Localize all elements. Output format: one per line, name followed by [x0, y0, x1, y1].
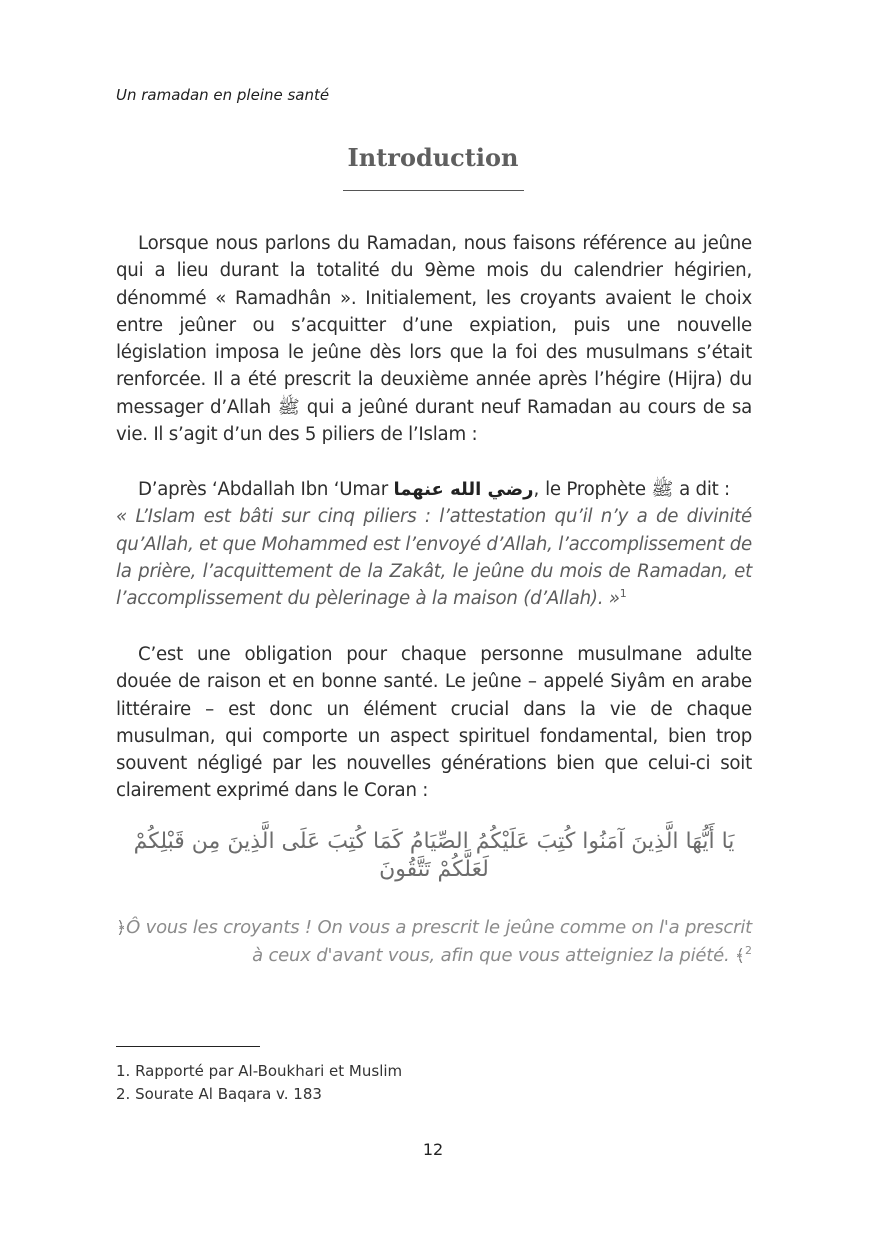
- hadith-after: , le Prophète ﷺ a dit :: [533, 479, 730, 500]
- hadith-arabic-invocation: رضي الله عنهما: [393, 479, 534, 500]
- paragraph-intro-text: Lorsque nous parlons du Ramadan, nous faisons référence au jeûne qui a lieu durant la totalité du 9ème mois du calendrier hégirien, dénommé « Ramadhân ». Initialement, les croyants avaient le choix entre jeûner ou s’acquitter d’une expiation, puis une nouvelle législation imposa le jeûne dès lors que la foi des musulmans s’était renforcée. Il a été prescrit la deuxième année après l’hégire (Hijra) du messager d’Allah ﷺ qui a jeûné durant neuf Ramadan au cours de sa vie. Il s’agit d’un des 5 piliers de l’Islam :: [116, 233, 752, 446]
- page-number: 12: [422, 1140, 444, 1159]
- footnote-2: 2. Sourate Al Baqara v. 183: [116, 1085, 322, 1103]
- hadith-quote: [116, 503, 752, 612]
- paragraph-obligation-text: C’est une obligation pour chaque personne musulmane adulte douée de raison et en bonne santé. Le jeûne – appelé Siyâm en arabe littéraire – est donc un élément crucial dans la vie de chaque musulman, qui comporte un aspect spirituel fondamental, bien trop souvent négligé par les nouvelles générations bien que celui-ci soit clairement exprimé dans le Coran :: [116, 644, 752, 802]
- hadith-lead: D’après ‘Abdallah Ibn ‘Umar: [138, 479, 388, 500]
- paragraph-obligation: [116, 641, 752, 805]
- paragraph-hadith: [116, 476, 752, 612]
- footnote-ref-2[interactable]: 2: [745, 944, 752, 957]
- hadith-quote-text: « L’Islam est bâti sur cinq piliers : l’attestation qu’il n’y a de divinité qu’Allah, et que Mohammed est l’envoyé d’Allah, l’accomplissement de la prière, l’acquittement de la Zakât, le jeûne du mois de Ramadan, et l’accomplissement du pèlerinage à la maison (d’Allah). »: [116, 506, 752, 610]
- running-head: Un ramadan en pleine santé: [116, 86, 330, 104]
- hadith-intro: [116, 476, 752, 503]
- footnote-ref-1[interactable]: 1: [619, 587, 627, 601]
- quran-verse-translation: [116, 914, 752, 970]
- ornate-bracket-open-icon: ﴿: [116, 918, 127, 938]
- title-underline: [343, 190, 524, 191]
- quran-verse-arabic: يَا أَيُّهَا الَّذِينَ آمَنُوا كُتِبَ عَلَيْكُمُ الصِّيَامُ كَمَا كُتِبَ عَلَى الَّذِينَ مِن قَبْلِكُمْ لَعَلَّكُمْ تَتَّقُونَ: [133, 829, 735, 882]
- footnote-1: 1. Rapporté par Al-Boukhari et Muslim: [116, 1062, 403, 1080]
- page-title: Introduction: [347, 143, 519, 172]
- ornate-bracket-close-icon: ﴾: [735, 946, 745, 966]
- verse-translation-text: Ô vous les croyants ! On vous a prescrit le jeûne comme on l'a prescrit à ceux d'avant vous, afin que vous atteigniez la piété.: [126, 917, 752, 966]
- paragraph-intro: [116, 230, 752, 448]
- footnotes: [116, 1060, 402, 1106]
- footnote-separator: [116, 1046, 260, 1047]
